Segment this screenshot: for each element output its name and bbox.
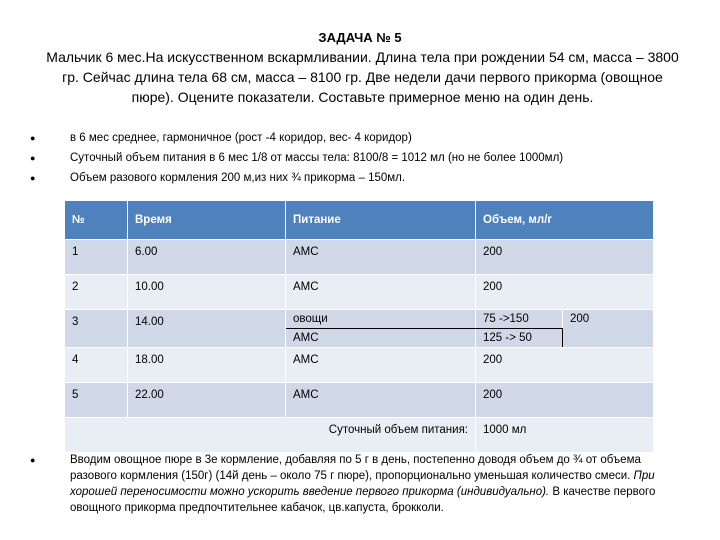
table-row [65,240,654,275]
bottom-note [30,452,680,516]
cell-food: АМС [286,383,476,418]
task-description: Мальчик 6 мес.На искусственном вскармливании. Длина тела при рождении 54 см, масса – 3800 гр. Сейчас длина тела 68 см, масса – 8100 гр. Две недели дачи первого прикорма (овощное пюре). Оцените показатели. Составьте примерное меню на один день. [46,49,679,105]
cell-volume-total: 200 [563,310,654,348]
table-row [65,383,654,418]
cell-num: 2 [65,275,128,310]
header-time: Время [128,201,286,240]
cell-volume: 125 -> 50 [476,329,563,348]
bullet-icon: ● [30,153,36,163]
task-title: ЗАДАЧА № 5 [318,30,402,45]
bullet-text: Объем разового кормления 200 м,из них ¾ прикорма – 150мл. [70,172,406,184]
table-row [65,310,654,329]
cell-volume: 75 ->150 [476,310,563,329]
table-row [65,275,654,310]
cell-volume: 200 [476,240,654,275]
cell-time: 14.00 [128,310,286,348]
table-header-row [65,201,654,240]
cell-num: 3 [65,310,128,348]
summary-value: 1000 мл [476,418,654,453]
cell-volume: 200 [476,348,654,383]
bullet-icon: ● [30,133,36,143]
cell-food: АМС [286,275,476,310]
cell-num: 1 [65,240,128,275]
cell-time: 10.00 [128,275,286,310]
cell-volume: 200 [476,275,654,310]
cell-food: АМС [286,240,476,275]
list-item [30,130,690,150]
cell-food: овощи [286,310,476,329]
cell-num: 4 [65,348,128,383]
table-summary-row [65,418,654,453]
cell-food: АМС [286,348,476,383]
cell-time: 6.00 [128,240,286,275]
menu-table [64,200,654,453]
cell-num: 5 [65,383,128,418]
bullet-icon: ● [30,173,36,183]
header-num: № [65,201,128,240]
list-item [30,150,690,170]
header-volume: Объем, мл/г [476,201,654,240]
cell-time: 22.00 [128,383,286,418]
summary-label: Суточный объем питания: [65,418,476,453]
bullet-list [30,130,690,190]
note-italic: При хорошей переносимости можно ускорить введение первого прикорма (индивидуально). [70,470,655,498]
cell-time: 18.00 [128,348,286,383]
note-part-1: Вводим овощное пюре в 3е кормление, добавляя по 5 г в день, постепенно доводя объем до ¾ от объема разового кормления (150г) (14й день – около 75 г пюре), пропорционально уменьшая количество смеси. [70,454,641,482]
header-food: Питание [286,201,476,240]
table-row [65,348,654,383]
cell-food: АМС [286,329,476,348]
bullet-icon: ● [30,455,36,465]
note-part-2: В качестве первого овощного прикорма предпочтительнее кабачок, цв.капуста, брокколи. [70,486,656,514]
bullet-text: Суточный объем питания в 6 мес 1/8 от массы тела: 8100/8 = 1012 мл (но не более 1000мл) [70,152,564,164]
cell-volume: 200 [476,383,654,418]
bottom-note-text [70,452,680,516]
list-item [30,170,690,190]
bullet-text: в 6 мес среднее, гармоничное (рост -4 коридор, вес- 4 коридор) [70,132,412,144]
